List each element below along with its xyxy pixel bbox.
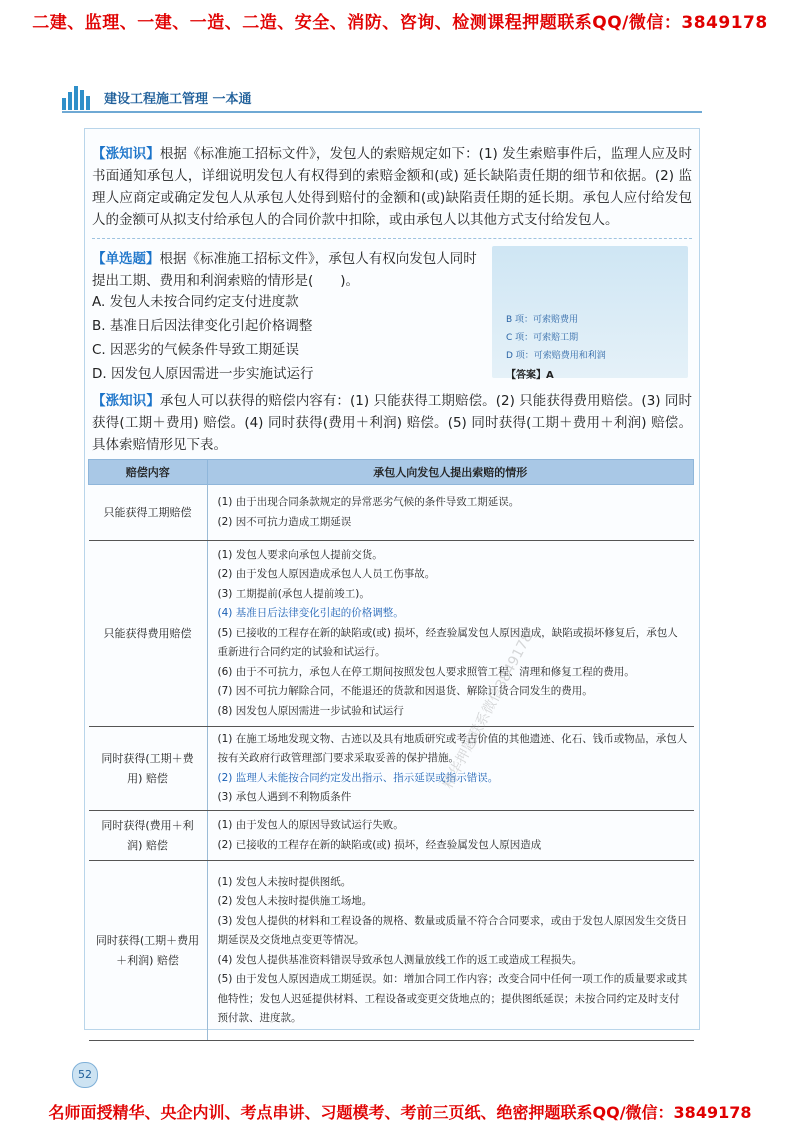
option-c: C. 因恶劣的气候条件导致工期延误	[92, 342, 300, 358]
knowledge-note-1	[92, 143, 692, 231]
row-item: (2) 监理人未能按合同约定发出指示、指示延误或指示错误。	[217, 771, 499, 784]
row-item: (2) 由于发包人原因造成承包人人员工伤事故。	[217, 568, 436, 581]
row-item: (6) 由于不可抗力，承包人在停工期间按照发包人要求照管工程、清理和修复工程的费用。	[217, 665, 635, 678]
question-text: 根据《标准施工招标文件》，承包人有权向发包人同时提出工期、费用和利润索赔的情形是( )。	[92, 251, 477, 289]
row-item: (5) 已接收的工程存在新的缺陷或(或) 损坏，经查验属发包人原因造成，缺陷或损坏修复后，承包人重新进行合同约定的试验和试运行。	[217, 626, 678, 659]
knowledge-text: 承包人可以获得的赔偿内容有：(1) 只能获得工期赔偿。(2) 只能获得费用赔偿。(3) 同时获得(工期＋费用) 赔偿。(4) 同时获得(费用＋利润) 赔偿。(5) 同时获得(工期＋费用＋利润) 赔偿。具体索赔情形见下表。	[92, 393, 693, 453]
row-category: 同时获得(费用＋利润) 赔偿	[89, 811, 208, 861]
row-item: (8) 因发包人原因需进一步试验和试运行	[217, 704, 404, 717]
book-title: 建设工程施工管理 一本通	[104, 92, 252, 107]
table-header-cell: 赔偿内容	[89, 460, 208, 485]
row-item: (3) 工期提前(承包人提前竣工)。	[217, 587, 370, 600]
divider	[92, 238, 692, 239]
row-item: (4) 发包人提供基准资料错误导致承包人测量放线工作的返工或造成工程损失。	[217, 953, 583, 966]
knowledge-tag: 【涨知识】	[92, 393, 160, 409]
page-number: 52	[72, 1062, 98, 1088]
row-item: (4) 基准日后法律变化引起的价格调整。	[217, 607, 404, 620]
option-b: B. 基准日后因法律变化引起价格调整	[92, 318, 313, 334]
row-items	[207, 811, 694, 861]
row-item: (5) 由于发包人原因造成工期延误。如：增加合同工作内容；改变合同中任何一项工作的质量要求或其他特性；发包人迟延提供材料、工程设备或变更交货地点的；提供图纸延误；未按合同约定及时支付预付款、进度款。	[217, 973, 688, 1024]
table-row	[89, 811, 694, 861]
row-items	[207, 541, 694, 727]
row-item: (2) 已接收的工程存在新的缺陷或(或) 损坏，经查验属发包人原因造成	[217, 838, 542, 851]
knowledge-tag: 【涨知识】	[92, 146, 160, 162]
book-logo-icon	[62, 84, 96, 110]
row-category: 同时获得(工期＋费用) 赔偿	[89, 727, 208, 811]
table-header-cell: 承包人向发包人提出索赔的情形	[207, 460, 694, 485]
row-item: (1) 发包人未按时提供图纸。	[217, 875, 352, 888]
row-category: 只能获得费用赔偿	[89, 541, 208, 727]
claims-table	[88, 459, 694, 1041]
option-a: A. 发包人未按合同约定支付进度款	[92, 294, 299, 310]
knowledge-note-2	[92, 390, 692, 456]
question-stem	[92, 248, 482, 292]
table-row	[89, 485, 694, 541]
bottom-ad-banner: 名师面授精华、央企内训、考点串讲、习题模考、考前三页纸、绝密押题联系QQ/微信：3849178	[48, 1103, 752, 1122]
row-item: (2) 因不可抗力造成工期延误	[217, 515, 352, 528]
analysis-line: D 项：可索赔费用和利润	[506, 351, 606, 361]
row-item: (1) 由于发包人的原因导致试运行失败。	[217, 819, 404, 831]
row-item: (3) 发包人提供的材料和工程设备的规格、数量或质量不符合合同要求，或由于发包人原因发生交货日期延误及交货地点变更等情况。	[217, 914, 688, 946]
row-item: (1) 在施工场地发现文物、古迹以及具有地质研究或考古价值的其他遗迹、化石、钱币或物品，承包人按有关政府行政管理部门要求采取妥善的保护措施。	[217, 732, 688, 764]
row-items	[207, 861, 694, 1041]
row-category: 只能获得工期赔偿	[89, 485, 208, 541]
row-item: (3) 承包人遇到不利物质条件	[217, 791, 352, 803]
analysis-line: B 项：可索赔费用	[506, 315, 579, 325]
row-item: (2) 发包人未按时提供施工场地。	[217, 895, 373, 907]
question-tag: 【单选题】	[92, 251, 160, 267]
option-d: D. 因发包人原因需进一步实施试运行	[92, 366, 314, 382]
answer-label: 【答案】A	[506, 370, 554, 381]
row-category: 同时获得(工期＋费用＋利润) 赔偿	[89, 861, 208, 1041]
answer-analysis-box	[492, 246, 688, 381]
book-header	[62, 84, 702, 112]
table-row	[89, 861, 694, 1041]
row-items	[207, 485, 694, 541]
table-row	[89, 727, 694, 811]
table-header-row	[89, 460, 694, 485]
top-ad-banner: 二建、监理、一建、一造、二造、安全、消防、咨询、检测课程押题联系QQ/微信：3849178	[32, 13, 768, 33]
watermark: 精华押题联系微信3849178	[440, 629, 537, 792]
row-item: (1) 由于出现合同条款规定的异常恶劣气候的条件导致工期延误。	[217, 496, 520, 508]
knowledge-text: 根据《标准施工招标文件》，发包人的索赔规定如下：(1) 发生索赔事件后，监理人应及时书面通知承包人，详细说明发包人有权得到的索赔金额和(或) 延长缺陷责任期的细节和依据。(2) 监理人应商定或确定发包人从承包人处得到赔付的金额和(或)缺陷责任期的延长期。承包人应付给发包人的金额可从拟支付给承包人的合同价款中扣除，或由承包人以其他方式支付给发包人。	[92, 146, 693, 228]
header-rule	[62, 111, 702, 113]
row-item: (7) 因不可抗力解除合同，不能退还的货款和因退货、解除订货合同发生的费用。	[217, 685, 593, 698]
row-item: (1) 发包人要求向承包人提前交货。	[217, 548, 383, 561]
table-row	[89, 541, 694, 727]
analysis-line: C 项：可索赔工期	[506, 333, 579, 343]
